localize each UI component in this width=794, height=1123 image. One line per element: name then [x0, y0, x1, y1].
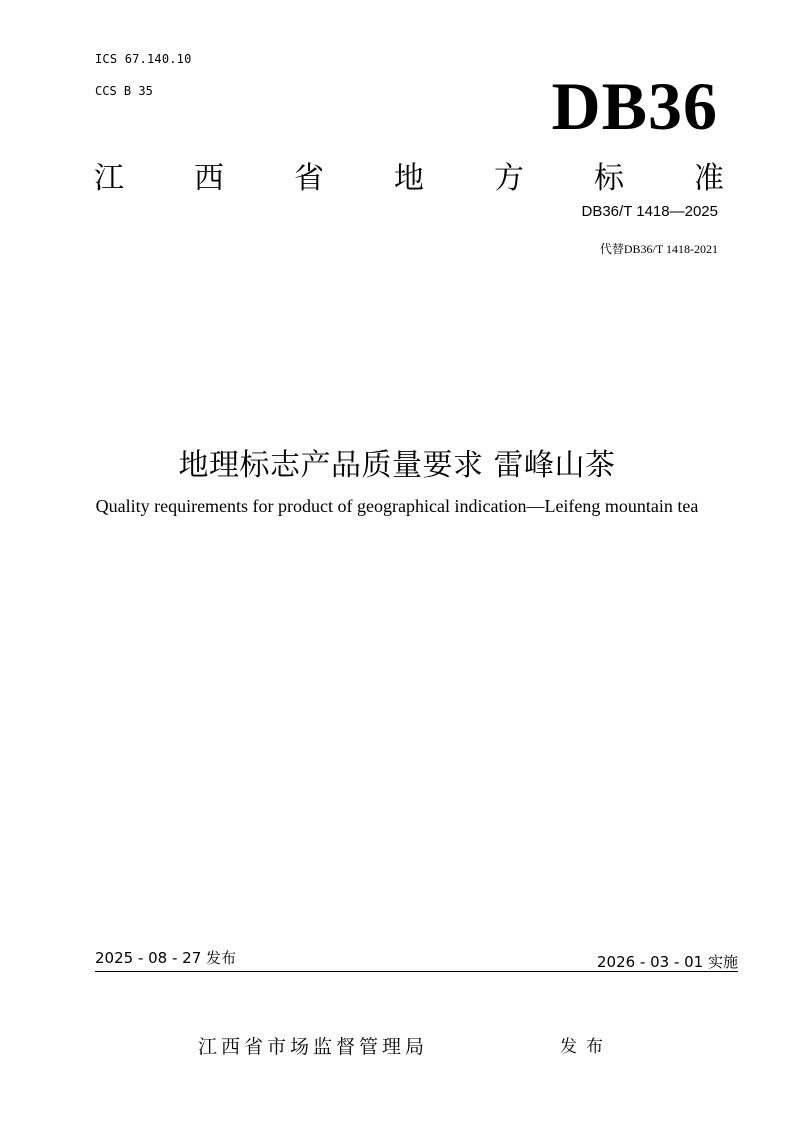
replaces-note: 代替DB36/T 1418-2021: [599, 242, 718, 256]
standard-logo: DB36: [551, 68, 718, 144]
standard-type: [94, 161, 724, 196]
standard-type-char: 标: [594, 161, 624, 196]
issuing-authority: 江西省市场监督管理局: [198, 1036, 429, 1058]
footer-divider: [95, 971, 738, 972]
standard-type-char: 江: [94, 161, 124, 196]
document-title-chinese: 地理标志产品质量要求 雷峰山茶: [178, 448, 616, 483]
standard-type-char: 地: [394, 161, 424, 196]
implementation-date: 2026 - 03 - 01 实施: [596, 953, 738, 971]
document-title-english: Quality requirements for product of geographical indication—Leifeng mountain tea: [95, 496, 699, 516]
issue-label: 发布: [560, 1037, 612, 1057]
standard-type-char: 省: [294, 161, 324, 196]
standard-type-char: 西: [194, 161, 224, 196]
standard-type-char: 方: [494, 161, 524, 196]
standard-type-char: 准: [694, 161, 724, 196]
standard-number: DB36/T 1418—2025: [581, 203, 718, 220]
issue-date: 2025 - 08 - 27 发布: [95, 949, 237, 967]
ccs-code: CCS B 35: [95, 84, 153, 98]
ics-code: ICS 67.140.10: [95, 52, 192, 66]
